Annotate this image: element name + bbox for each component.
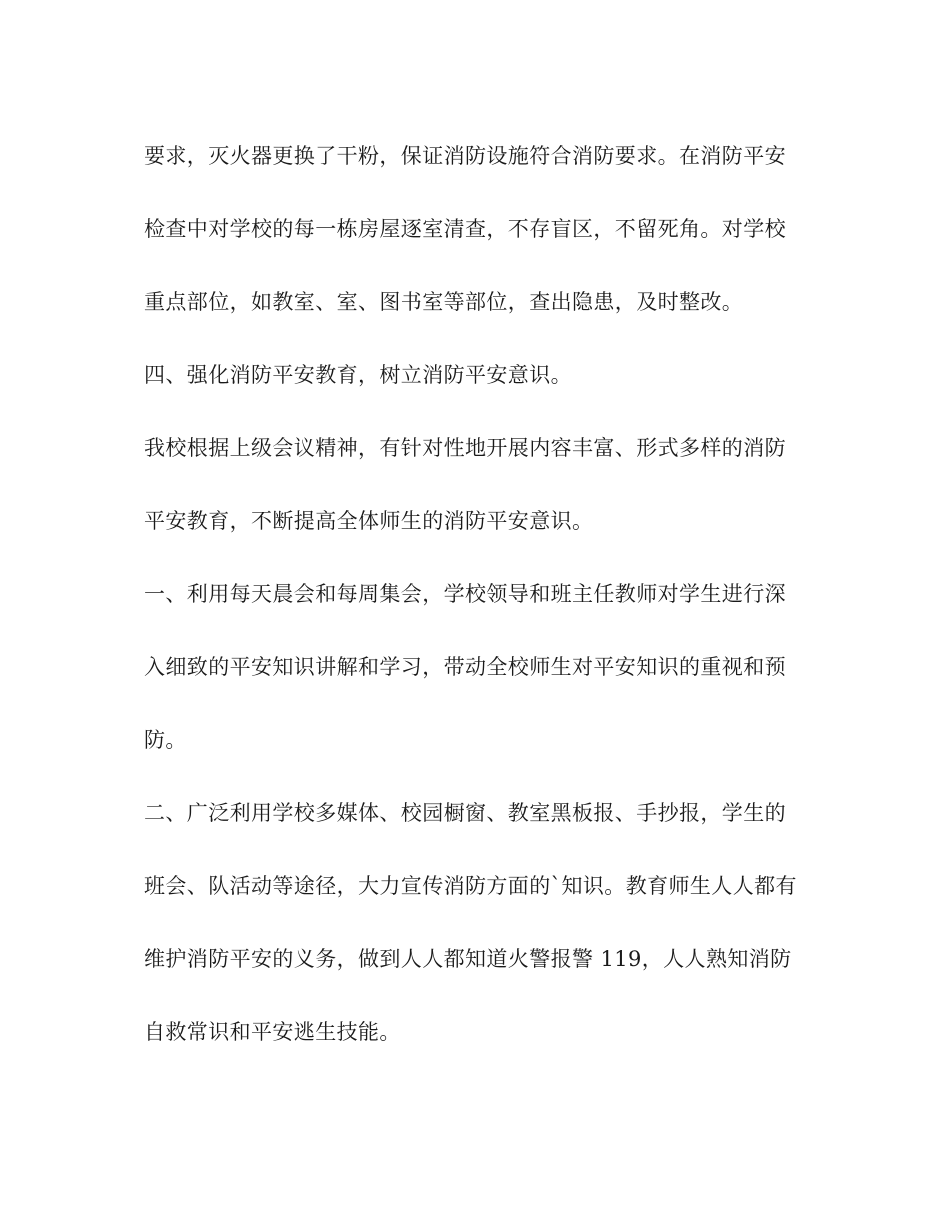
text-line: 检查中对学校的每一栋房屋逐室清查，不存盲区，不留死角。对学校: [144, 217, 786, 241]
text-line: 一、利用每天晨会和每周集会，学校领导和班主任教师对学生进行深: [144, 582, 786, 606]
text-line: 自救常识和平安逃生技能。: [144, 1020, 401, 1044]
text-line: 维护消防平安的义务，做到人人都知道火警报警 119，人人熟知消防: [144, 947, 792, 971]
text-line: 要求，灭火器更换了干粉，保证消防设施符合消防要求。在消防平安: [144, 144, 786, 168]
text-line: 我校根据上级会议精神，有针对性地开展内容丰富、形式多样的消防: [144, 436, 786, 460]
text-line: 二、广泛利用学校多媒体、校园橱窗、教室黑板报、手抄报，学生的: [144, 801, 786, 825]
text-line: 入细致的平安知识讲解和学习，带动全校师生对平安知识的重视和预: [144, 655, 786, 679]
text-line: 重点部位，如教室、室、图书室等部位，查出隐患，及时整改。: [144, 290, 744, 314]
text-line: 班会、队活动等途径，大力宣传消防方面的`知识。教育师生人人都有: [144, 874, 797, 898]
text-line: 平安教育，不断提高全体师生的消防平安意识。: [144, 509, 594, 533]
text-line: 防。: [144, 728, 187, 752]
section-heading: 四、强化消防平安教育，树立消防平安意识。: [144, 363, 572, 387]
